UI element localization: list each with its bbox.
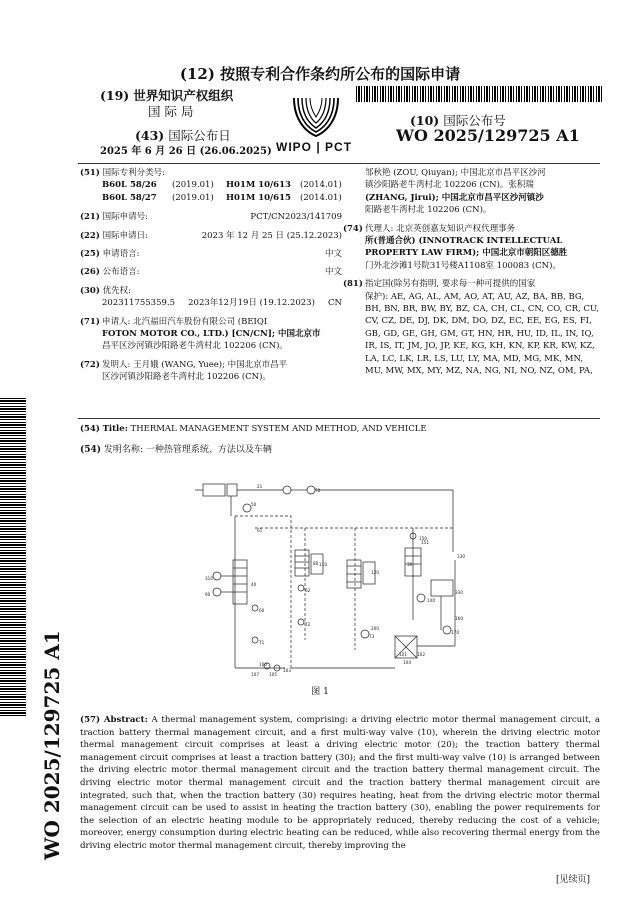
- filing-number: (22): [80, 230, 100, 241]
- header-divider: [78, 163, 600, 164]
- figure-label: 70: [315, 488, 321, 493]
- title-divider: [78, 418, 600, 419]
- org-field-number: (19): [100, 88, 130, 103]
- ipc-date: (2014.01): [300, 180, 342, 191]
- figure-label: 160: [455, 616, 463, 621]
- prio-label: 优先权:: [102, 285, 131, 296]
- figure-label: 62: [305, 588, 311, 593]
- figure-label: 150: [419, 536, 427, 541]
- application-number-row: [80, 211, 342, 223]
- states-line: GB, GD, GE, GH, GM, GT, HN, HR, HU, ID, IL, IN, IQ,: [365, 328, 594, 339]
- filing-language-row: [80, 248, 342, 260]
- publication-language-row: [80, 266, 342, 278]
- ipc-label: 国际专利分类号:: [102, 168, 165, 178]
- filing-date-row: [80, 230, 342, 242]
- figure-label: 105: [269, 672, 277, 677]
- states-line: BH, BN, BR, BW, BY, BZ, CA, CH, CL, CN, CO, CR, CU,: [365, 304, 599, 315]
- priority-heading: [80, 285, 342, 297]
- figure-label: 120: [371, 570, 379, 575]
- document-type-heading: (12) 按照专利合作条约所公布的国际申请: [179, 65, 461, 83]
- figure-label: 104: [403, 660, 411, 665]
- flang-number: (25): [80, 249, 100, 260]
- condenser-block: [295, 550, 309, 576]
- figure-label: 151: [421, 540, 429, 545]
- inventor-block: [80, 359, 342, 384]
- filing-label: 国际申请日:: [102, 230, 148, 241]
- figure-label: 61: [257, 528, 263, 533]
- ipc-date: (2019.01): [172, 180, 214, 191]
- pub-date-label-text: 国际公布日: [168, 128, 231, 143]
- wipo-logo: [268, 90, 364, 160]
- figure-label: 200: [371, 626, 379, 631]
- designated-states-block: [343, 278, 603, 377]
- radiator-block: [203, 484, 225, 496]
- applicant-line: 申请人: 北汽福田汽车股份有限公司 (BEIQI: [102, 316, 268, 327]
- figure-label: 102: [417, 652, 425, 657]
- pub-date-field-number: (43): [135, 128, 165, 143]
- header-barcode: [356, 86, 602, 102]
- patent-figure: [195, 470, 475, 680]
- bibliographic-left-column: [80, 167, 342, 384]
- figure-label: 103: [283, 668, 291, 673]
- inventor-line: 区沙河镇沙阳路老牛湾村北 102206 (CN)。: [102, 372, 271, 383]
- figure-label: 170: [451, 630, 459, 635]
- figure-label: 100: [259, 662, 267, 667]
- applicant-line: FOTON MOTOR CO., LTD.) [CN/CN]; 中国北京市: [102, 329, 321, 340]
- pub-no-field-number: (10): [410, 113, 440, 128]
- ipc-number: (51): [80, 168, 100, 178]
- title-value: 一种热管理系统、方法以及车辆: [145, 445, 272, 455]
- pub-no-label-text: 国际公布号: [443, 113, 506, 128]
- agent-line: 门外北沙滩1号院31号楼A1108室 100083 (CN)。: [365, 260, 561, 271]
- agent-line: PROPERTY LAW FIRM); 中国北京市朝阳区德胜: [365, 248, 568, 259]
- flang-value: 中文: [324, 249, 342, 260]
- plang-label: 公布语言:: [102, 267, 140, 278]
- title-value: THERMAL MANAGEMENT SYSTEM AND METHOD, AND VEHICLE: [130, 424, 427, 434]
- agent-line: 代理人: 北京英创嘉友知识产权代理事务: [365, 223, 516, 234]
- filing-value: 2023 年 12 月 25 日 (25.12.2023): [201, 230, 342, 241]
- figure-caption: 图 1: [311, 687, 329, 697]
- inventor-line: 发明人: 王月娥 (WANG, Yuee); 中国北京市昌平: [102, 359, 288, 370]
- ipc-date: (2019.01): [172, 192, 214, 203]
- applicant-block: [80, 316, 342, 353]
- abstract-label: Abstract:: [103, 715, 148, 725]
- figure-label: 330: [455, 590, 463, 595]
- figure-label: 71: [259, 640, 265, 645]
- figure-label: 310: [205, 576, 213, 581]
- ipc-heading: [80, 167, 342, 179]
- ipc-row-2: [80, 192, 342, 204]
- inventor-line: 镇沙阳路老牛湾村北 102206 (CN)。张积瑞: [365, 180, 534, 191]
- states-number: (81): [343, 279, 363, 290]
- ipc-code: B60L 58/27: [102, 192, 157, 203]
- figure-label: 80: [313, 561, 319, 566]
- prio-number: (30): [80, 285, 100, 296]
- states-line: LA, LC, LK, LR, LS, LU, LY, MA, MD, MG, MK, MN,: [365, 353, 584, 364]
- inventor-number: (72): [80, 359, 100, 370]
- ipc-code: H01M 10/613: [226, 180, 291, 191]
- ipc-code: B60L 58/26: [102, 180, 157, 191]
- figure-label: 140: [427, 598, 435, 603]
- ipc-code: H01M 10/615: [226, 192, 291, 203]
- title-label: 发明名称:: [103, 445, 143, 455]
- states-line: 指定国(除另有指明, 要求每一种可提供的国家: [365, 279, 536, 290]
- figure-label: 60: [259, 608, 265, 613]
- states-line: IR, IS, IT, JM, JO, JP, KE, KG, KH, KN, KP, KR, KW, KZ,: [365, 341, 595, 352]
- figure-label: 101: [399, 652, 407, 657]
- vertical-publication-number: WO 2025/129725 A1: [40, 630, 64, 860]
- figure-label: 90: [205, 592, 211, 597]
- publication-number-value: WO 2025/129725 A1: [396, 126, 580, 145]
- prio-date: 2023年12月19日 (19.12.2023): [188, 298, 315, 309]
- inventor-line: (ZHANG, Jirui); 中国北京市昌平区沙河镇沙: [365, 192, 544, 203]
- applicant-number: (71): [80, 316, 100, 327]
- figure-labels: [205, 484, 465, 677]
- prio-country: CN: [328, 298, 342, 309]
- org-name-text: 世界知识产权组织: [133, 88, 234, 103]
- wipo-pct-text: WIPO | PCT: [276, 140, 353, 154]
- applicant-line: 昌平区沙河镇沙阳路老牛湾村北 102206 (CN)。: [102, 341, 288, 352]
- agent-number: (74): [343, 223, 363, 234]
- states-line: 保护): AE, AG, AL, AM, AO, AT, AU, AZ, BA, BB, BG,: [365, 291, 585, 302]
- bibliographic-right-column: [343, 167, 603, 378]
- title-label: Title:: [102, 424, 128, 434]
- ipc-date: (2014.01): [300, 192, 342, 203]
- abstract: [80, 714, 600, 853]
- figure-label: 72: [305, 622, 311, 627]
- figure-label: 30: [407, 562, 413, 567]
- flang-label: 申请语言:: [102, 249, 140, 260]
- publication-date-value: 2025 年 6 月 26 日 (26.06.2025): [100, 146, 272, 157]
- figure-label: 107: [251, 672, 259, 677]
- figure-label: 50: [251, 502, 257, 507]
- states-line: CV, CZ, DE, DJ, DK, DM, DO, DZ, EC, EE, EG, ES, FI,: [365, 316, 592, 327]
- abstract-text: A thermal management system, comprising: a driving electric motor thermal management circuit, a traction battery thermal management circuit, and a first multi-way valve (10), wherein the driving electric motor thermal management circuit comprises at least a driving electric motor (20); the traction battery thermal management circuit comprises at least a traction battery (30); and the first multi-way valve (10) is arranged between the driving electric motor thermal management circuit and the traction battery thermal management circuit. The driving electric motor thermal management circuit and the traction battery thermal management circuit are integrated, such that, when the traction battery (30) requires heating, heat from the driving electric motor thermal management circuit can be used to assist in heating the traction battery (30), enabling the power requirements for the selection of an electric heating module to be appropriately reduced, thereby reducing the cost of a vehicle; moreover, energy consumption during electric heating can be reduced, while also recovering thermal energy from the driving electric motor thermal management circuit, thereby improving the: [80, 715, 600, 851]
- organization-sub: 国 际 局: [148, 104, 194, 119]
- prio-app-number: 202311755359.5: [102, 298, 176, 309]
- inventors-continued: [343, 167, 603, 217]
- thermal-system-diagram: [195, 470, 475, 680]
- inventor-line: 阳路老牛湾村北 102206 (CN)。: [365, 205, 492, 216]
- states-line: MU, MW, MX, MY, MZ, NA, NG, NI, NO, NZ, OM, PA,: [365, 366, 593, 377]
- figure-label: 40: [251, 582, 257, 587]
- plang-value: 中文: [324, 267, 342, 278]
- figure-label: 130: [457, 554, 465, 559]
- side-barcode: [0, 398, 26, 718]
- continued-note: [见续页]: [556, 875, 591, 885]
- english-title: [80, 424, 427, 434]
- figure-label: 73: [369, 634, 375, 639]
- ipc-row-1: [80, 179, 342, 191]
- priority-row: [80, 297, 342, 309]
- app-no-label: 国际申请号:: [102, 212, 148, 223]
- agent-line: 所(普通合伙) (INNOTRACK INTELLECTUAL: [365, 236, 563, 247]
- app-no-value: PCT/CN2023/141709: [250, 212, 342, 223]
- title-number: (54): [80, 424, 100, 434]
- figure-label: 110: [319, 562, 327, 567]
- title-number: (54): [80, 445, 102, 455]
- abstract-number: (57): [80, 715, 101, 725]
- agent-block: [343, 223, 603, 273]
- plang-number: (26): [80, 267, 100, 278]
- chinese-title: [80, 442, 272, 455]
- inventor-line: 邹秋艳 (ZOU, Qiuyan); 中国北京市昌平区沙河: [365, 168, 546, 178]
- figure-label: 21: [257, 484, 263, 489]
- app-no-number: (21): [80, 212, 100, 223]
